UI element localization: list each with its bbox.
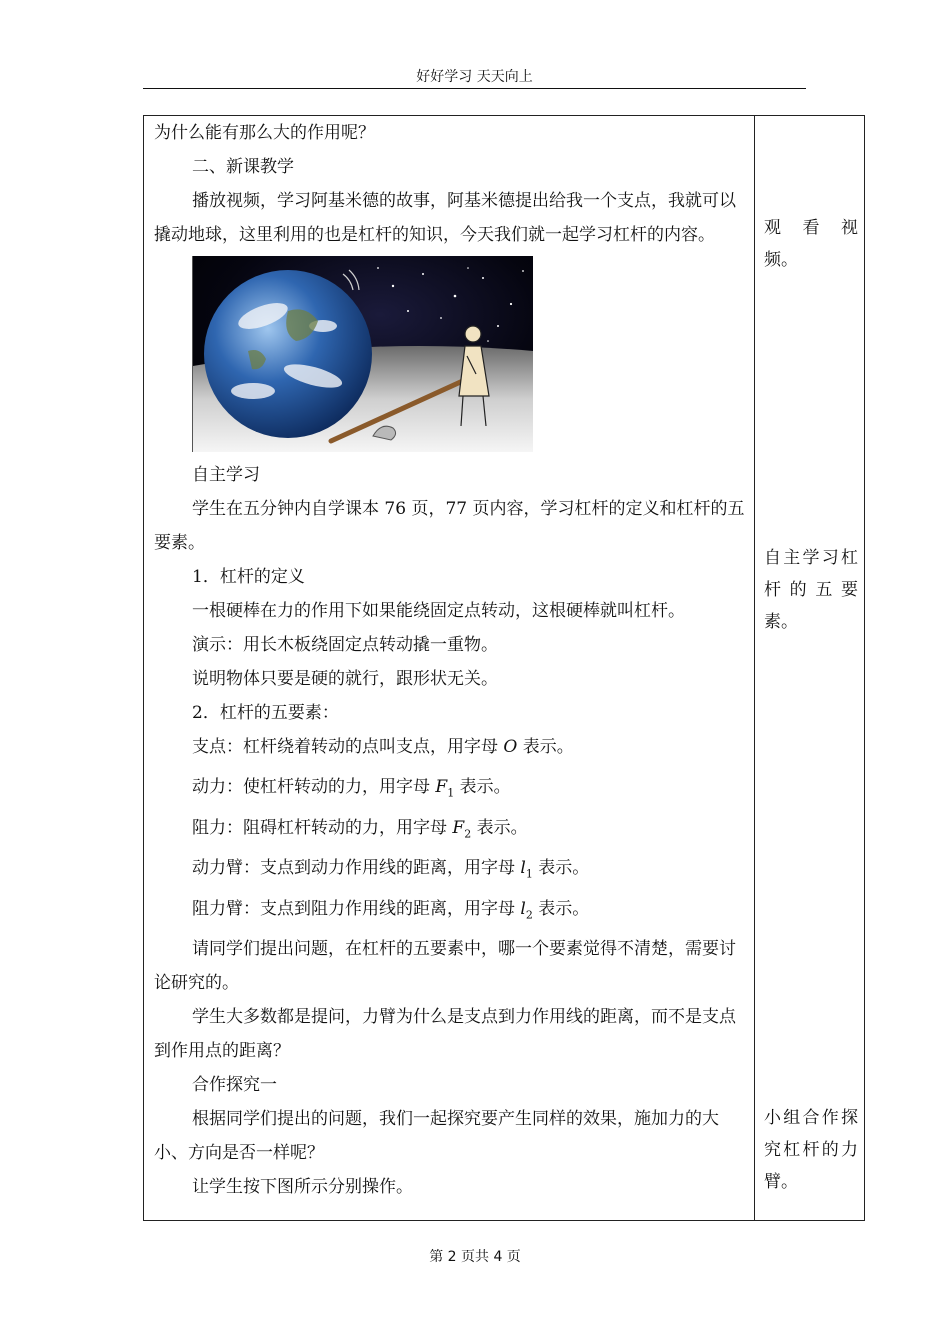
lesson-table (143, 115, 865, 1221)
student-question-paragraph: 学生大多数都是提问，力臂为什么是支点到力作用线的距离，而不是支点到作用点的距离？ (154, 1006, 736, 1061)
section-heading: 二、新课教学 (192, 157, 294, 177)
teaching-content (154, 116, 746, 1204)
inquiry-heading: 合作探究一 (192, 1074, 277, 1095)
side-note-video: 观 看 视频。 (764, 218, 858, 270)
lever-definition-heading: 1．杠杆的定义 (192, 567, 305, 587)
side-note-group-inquiry: 小组合作探究杠杆的力臂。 (764, 1108, 858, 1192)
element-resistance-arm: 阻力臂：支点到阻力作用线的距离，用字母 $l_2$ 表示。 (192, 898, 590, 921)
lever-definition: 一根硬棒在力的作用下如果能绕固定点转动，这根硬棒就叫杠杆。 (192, 601, 685, 621)
column-divider (754, 116, 755, 1220)
operation-paragraph: 让学生按下图所示分别操作。 (192, 1176, 413, 1197)
question-paragraph: 请同学们提出问题，在杠杆的五要素中，哪一个要素觉得不清楚，需要讨论研究的。 (154, 938, 736, 993)
element-effort: 动力：使杠杆转动的力，用字母 $F_1$ 表示。 (192, 777, 511, 800)
earth-lever-image (193, 256, 533, 452)
self-study-paragraph: 学生在五分钟内自学课本 76 页，77 页内容，学习杠杆的定义和杠杆的五要素。 (154, 499, 745, 553)
video-paragraph: 播放视频，学习阿基米德的故事，阿基米德提出给我一个支点，我就可以撬动地球，这里利用的也是杠杆的知识，今天我们就一起学习杠杆的内容。 (154, 191, 736, 245)
page-footer: 第 2 页共 4 页 (429, 1249, 521, 1265)
five-elements-heading: 2．杠杆的五要素： (192, 703, 339, 723)
demo-paragraph: 演示：用长木板绕固定点转动撬一重物。 (192, 635, 498, 655)
self-study-heading: 自主学习 (192, 465, 260, 485)
archimedes-illustration (192, 256, 533, 452)
side-note-self-study: 自主学习杠杆的五要素。 (764, 548, 858, 632)
intro-question: 为什么能有那么大的作用呢？ (154, 123, 375, 143)
element-resistance: 阻力：阻碍杠杆转动的力，用字母 $F_2$ 表示。 (192, 817, 528, 841)
page-header: 好好学习 天天向上 (416, 69, 533, 85)
element-fulcrum: 支点：杠杆绕着转动的点叫支点，用字母 O 表示。 (192, 737, 574, 757)
explanation-paragraph: 说明物体只要是硬的就行，跟形状无关。 (192, 669, 498, 689)
inquiry-paragraph: 根据同学们提出的问题，我们一起探究要产生同样的效果，施加力的大小、方向是否一样呢？ (154, 1108, 719, 1163)
header-rule (143, 88, 806, 89)
element-effort-arm: 动力臂：支点到动力作用线的距离，用字母 $l_1$ 表示。 (192, 858, 590, 881)
